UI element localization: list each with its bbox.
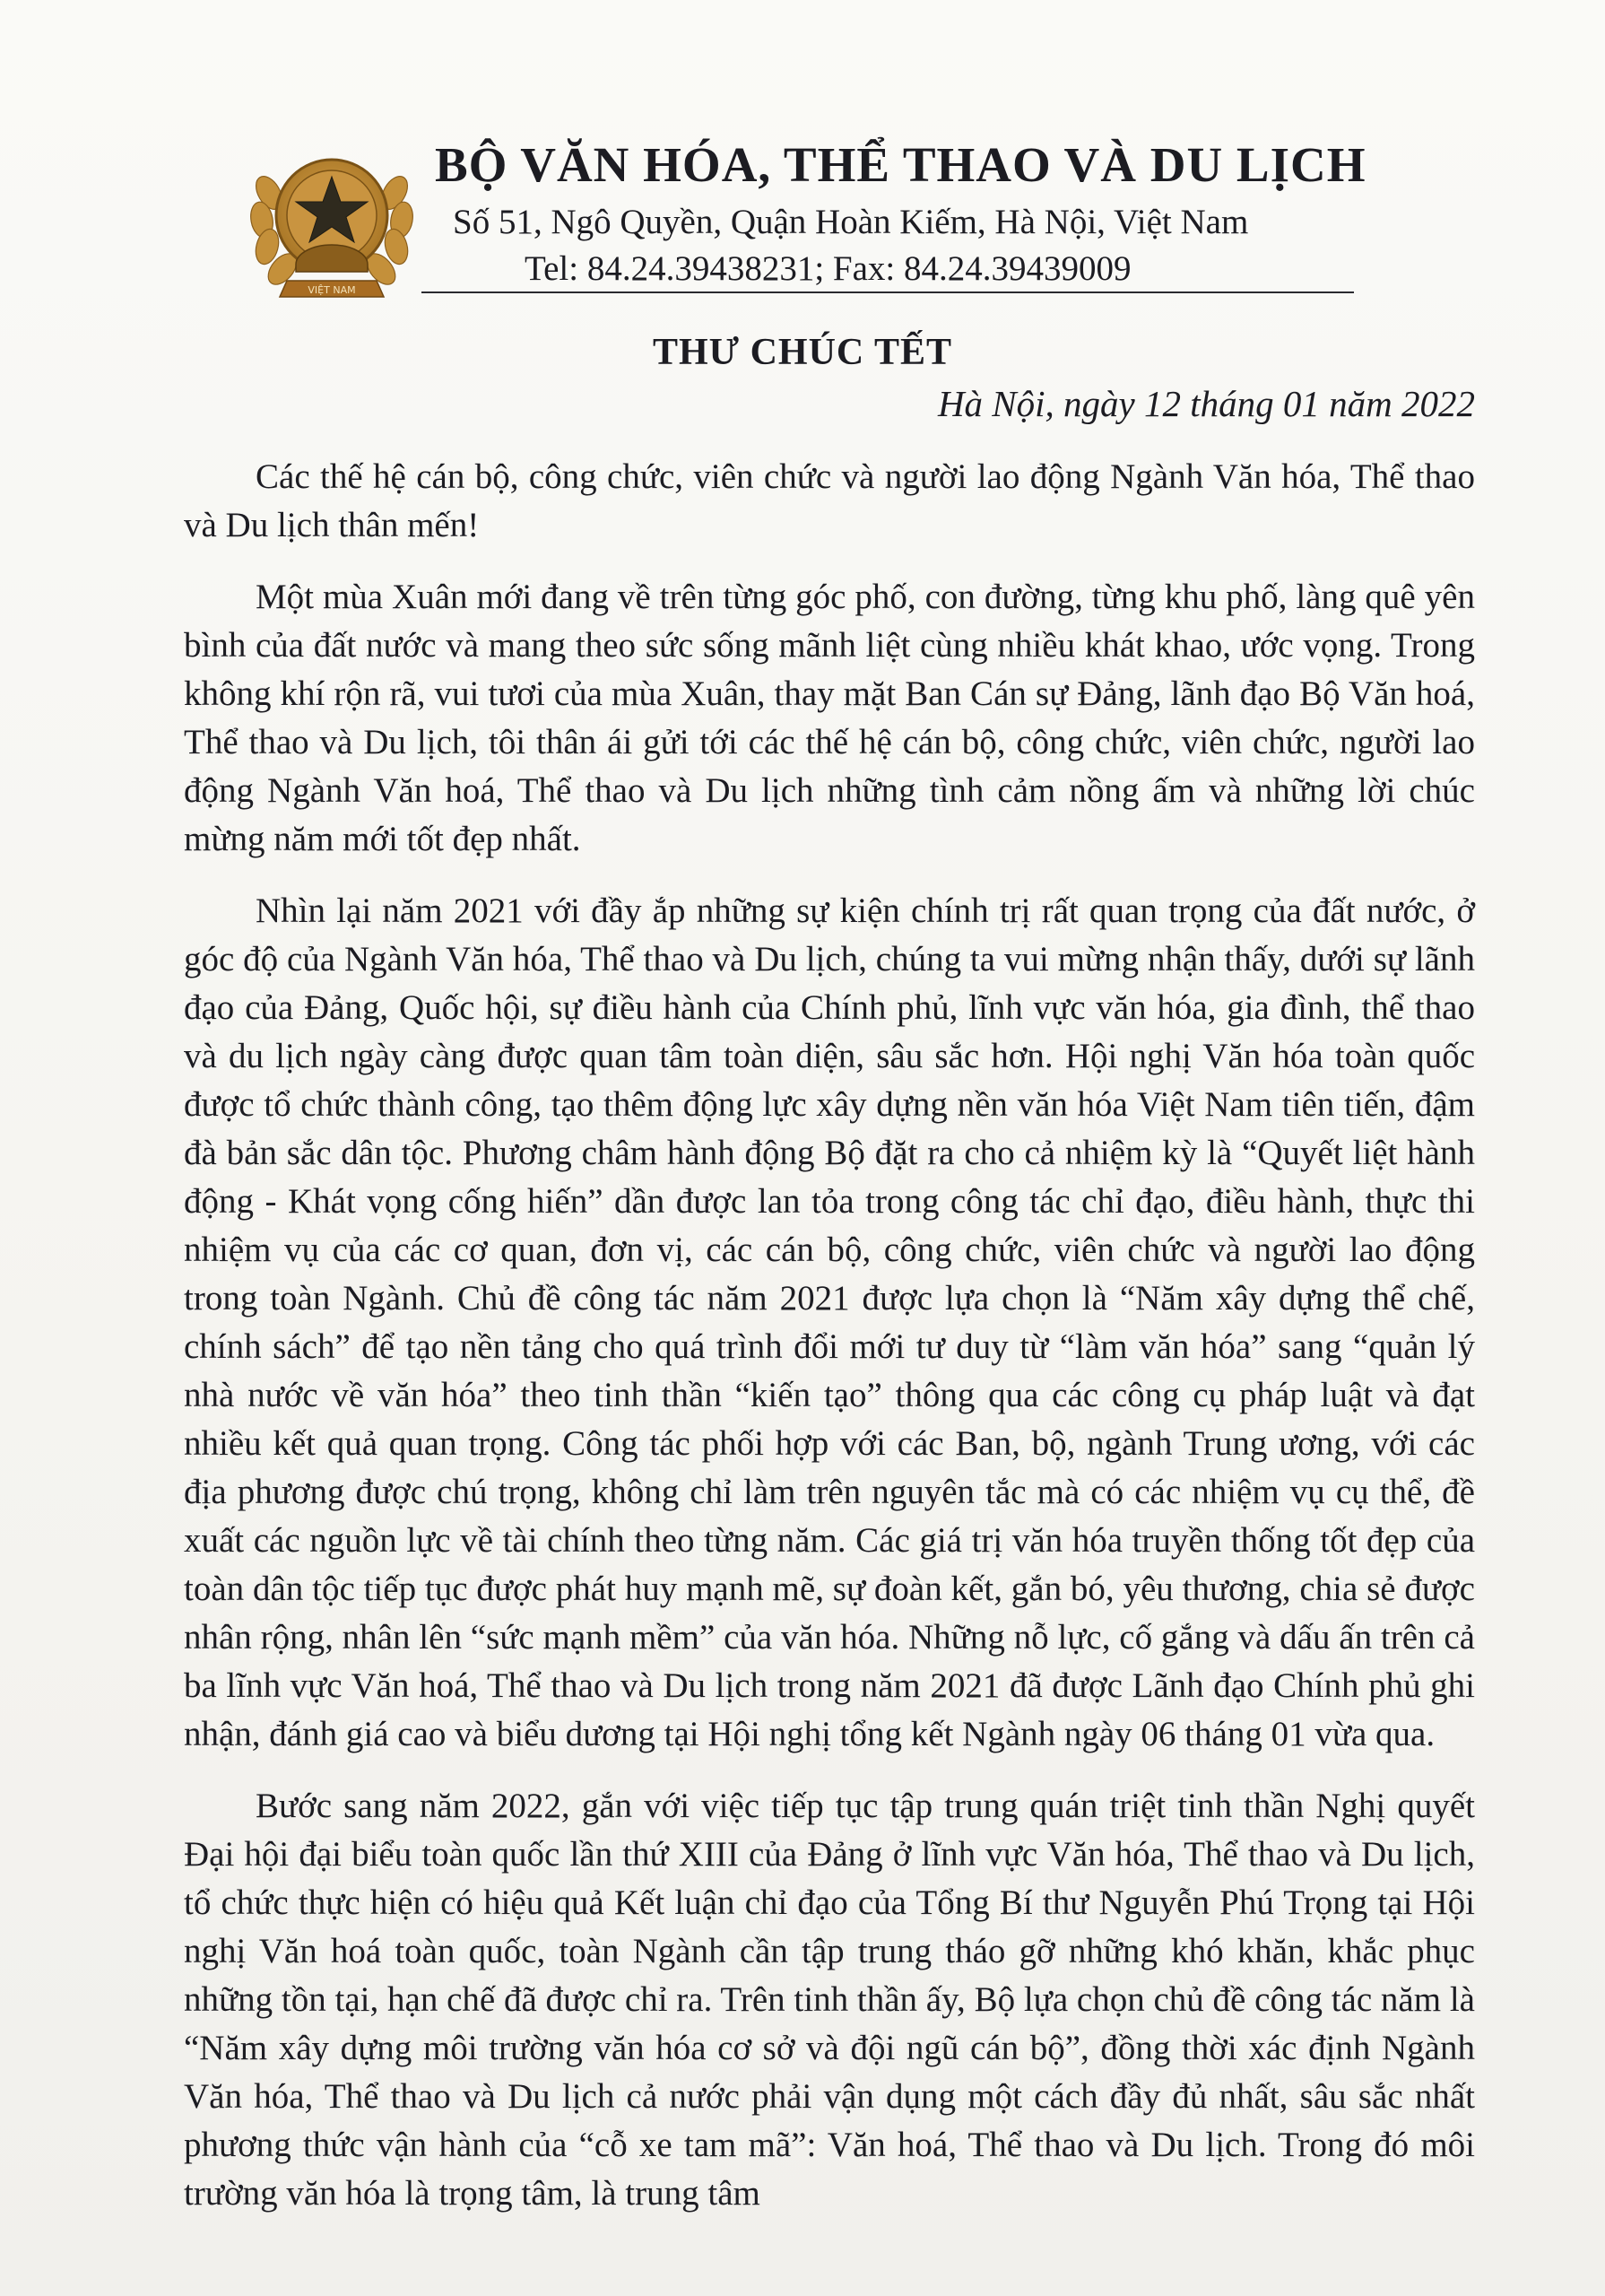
ministry-address: Số 51, Ngô Quyền, Quận Hoàn Kiếm, Hà Nội, Việt Nam [453, 203, 1249, 241]
svg-text:VIỆT NAM: VIỆT NAM [308, 284, 356, 296]
document-date: Hà Nội, ngày 12 tháng 01 năm 2022 [937, 383, 1475, 424]
paragraph-plan-2022: Bước sang năm 2022, gắn với việc tiếp tục tập trung quán triệt tinh thần Nghị quyết Đại hội đại biểu toàn quốc lần thứ XIII của Đảng ở lĩnh vực Văn hóa, Thể thao và Du lịch, tổ chức thực hiện có hiệu quả Kết luận chỉ đạo của Tổng Bí thư Nguyễn Phú Trọng tại Hội nghị Văn hoá toàn quốc, toàn Ngành cần tập trung tháo gỡ những khó khăn, khắc phục những tồn tại, hạn chế đã được chỉ ra. Trên tinh thần ấy, Bộ lựa chọn chủ đề công tác năm là “Năm xây dựng môi trường văn hóa cơ sở và đội ngũ cán bộ”, đồng thời xác định Ngành Văn hóa, Thể thao và Du lịch cả nước phải vận dụng một cách đầy đủ nhất, sâu sắc nhất phương thức vận hành của “cỗ xe tam mã”: Văn hoá, Thể thao và Du lịch. Trong đó môi trường văn hóa là trọng tâm, là trung tâm [184, 1787, 1475, 2213]
header-divider [421, 291, 1354, 293]
ministry-contact: Tel: 84.24.39438231; Fax: 84.24.39439009 [525, 249, 1132, 288]
ministry-name: BỘ VĂN HÓA, THỂ THAO VÀ DU LỊCH [435, 137, 1366, 192]
letter-body [184, 453, 1475, 2241]
paragraph-spring: Một mùa Xuân mới đang về trên từng góc phố, con đường, từng khu phố, làng quê yên bình của đất nước và mang theo sức sống mãnh liệt cùng nhiều khát khao, ước vọng. Trong không khí rộn rã, vui tươi của mùa Xuân, thay mặt Ban Cán sự Đảng, lãnh đạo Bộ Văn hoá, Thể thao và Du lịch, tôi thân ái gửi tới các thế hệ cán bộ, công chức, viên chức, người lao động Ngành Văn hoá, Thể thao và Du lịch những tình cảm nồng ấm và những lời chúc mừng năm mới tốt đẹp nhất. [184, 578, 1475, 858]
letterhead [435, 135, 1366, 292]
paragraph-review-2021: Nhìn lại năm 2021 với đầy ắp những sự kiện chính trị rất quan trọng của đất nước, ở góc độ của Ngành Văn hóa, Thể thao và Du lịch, chúng ta vui mừng nhận thấy, dưới sự lãnh đạo của Đảng, Quốc hội, sự điều hành của Chính phủ, lĩnh vực văn hóa, gia đình, thể thao và du lịch ngày càng được quan tâm toàn diện, sâu sắc hơn. Hội nghị Văn hóa toàn quốc được tổ chức thành công, tạo thêm động lực xây dựng nền văn hóa Việt Nam tiên tiến, đậm đà bản sắc dân tộc. Phương châm hành động Bộ đặt ra cho cả nhiệm kỳ là “Quyết liệt hành động - Khát vọng cống hiến” dần được lan tỏa trong công tác chỉ đạo, điều hành, thực thi nhiệm vụ của các cơ quan, đơn vị, các cán bộ, công chức, viên chức và người lao động trong toàn Ngành. Chủ đề công tác năm 2021 được lựa chọn là “Năm xây dựng thể chế, chính sách” để tạo nền tảng cho quá trình đổi mới tư duy từ “làm văn hóa” sang “quản lý nhà nước về văn hóa” theo tinh thần “kiến tạo” thông qua các công cụ pháp luật và đạt nhiều kết quả quan trọng. Công tác phối hợp với các Ban, bộ, ngành Trung ương, với các địa phương được chú trọng, không chỉ làm trên nguyên tắc mà có các nhiệm vụ cụ thể, đề xuất các nguồn lực về tài chính theo từng năm. Các giá trị văn hóa truyền thống tốt đẹp của toàn dân tộc tiếp tục được phát huy mạnh mẽ, sự đoàn kết, gắn bó, yêu thương, chia sẻ được nhân rộng, nhân lên “sức mạnh mềm” của văn hóa. Những nỗ lực, cố gắng và dấu ấn trên cả ba lĩnh vực Văn hoá, Thể thao và Du lịch trong năm 2021 đã được Lãnh đạo Chính phủ ghi nhận, đánh giá cao và biểu dương tại Hội nghị tổng kết Ngành ngày 06 tháng 01 vừa qua. [184, 891, 1475, 1753]
paragraph-greeting: Các thế hệ cán bộ, công chức, viên chức và người lao động Ngành Văn hóa, Thể thao và Du lịch thân mến! [184, 457, 1475, 544]
document-title: THƯ CHÚC TẾT [652, 332, 953, 373]
national-emblem-icon [242, 130, 421, 309]
